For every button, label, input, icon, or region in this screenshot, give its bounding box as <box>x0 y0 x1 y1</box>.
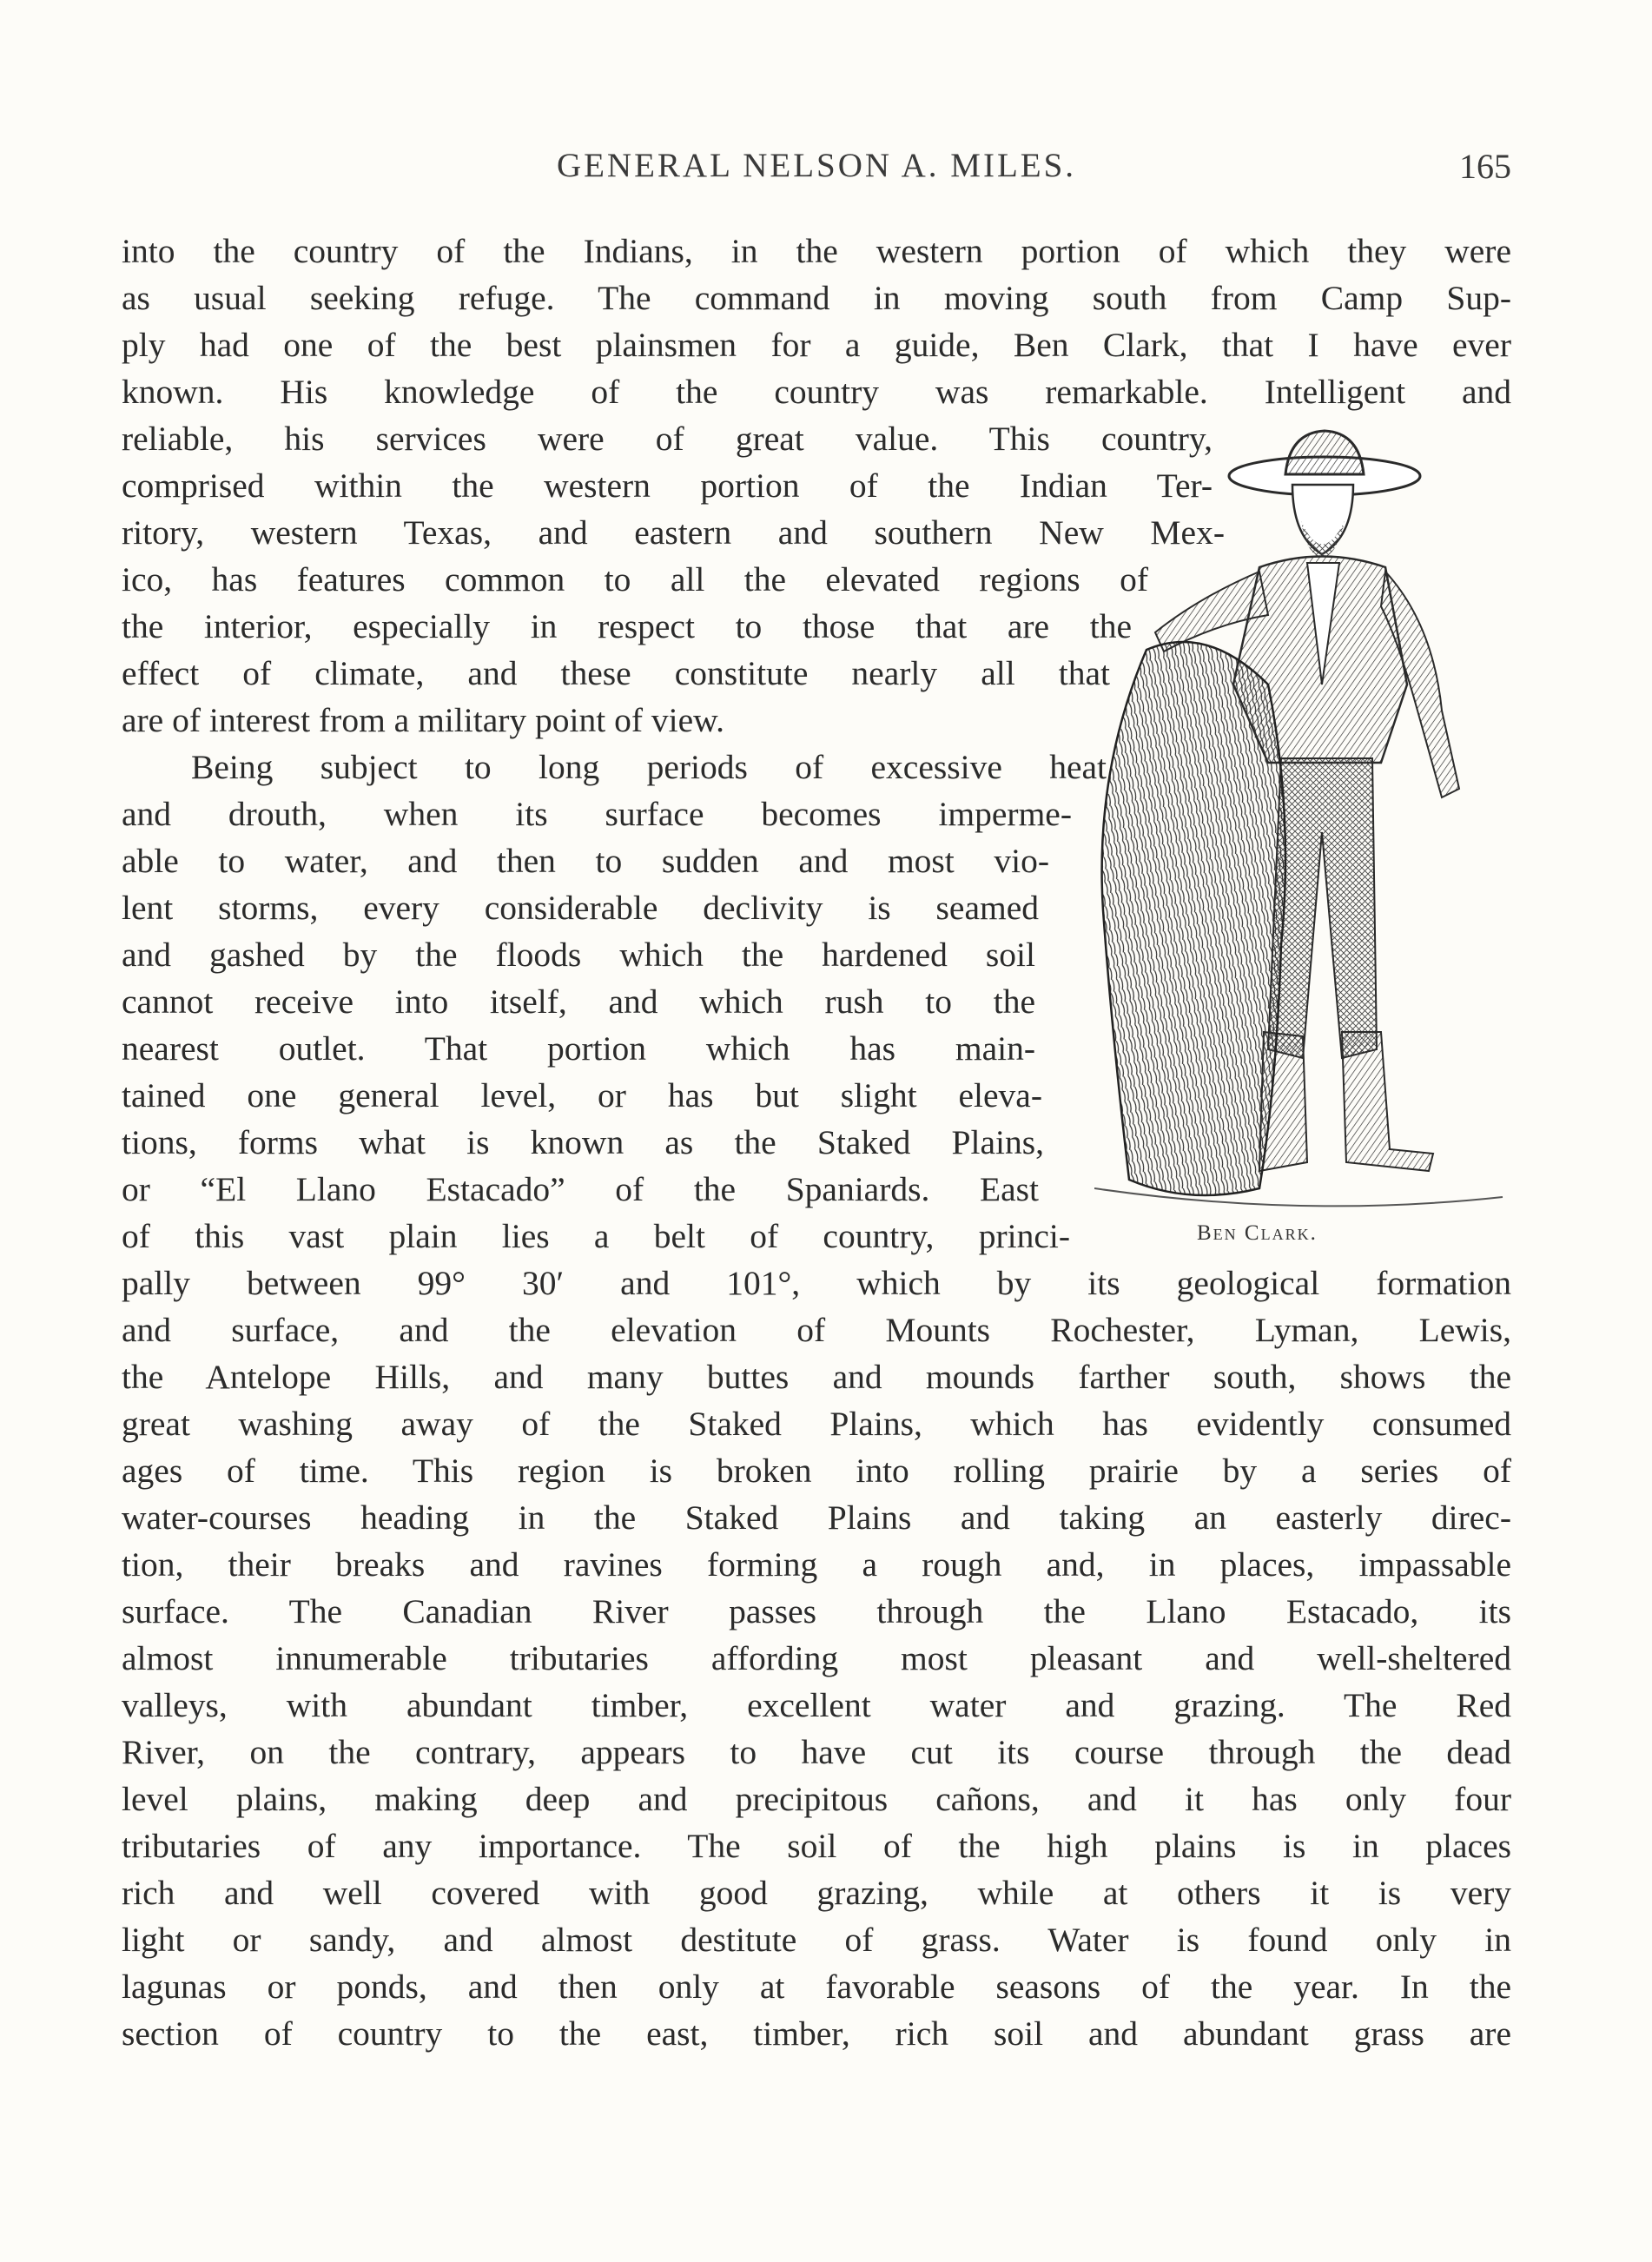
text-line: comprised within the western portion of the Indian Ter- <box>122 466 1213 505</box>
text-line: section of country to the east, timber, rich soil and abundant grass are <box>122 2014 1511 2053</box>
text-line: and gashed by the floods which the hardened soil <box>122 936 1035 974</box>
text-line: River, on the contrary, appears to have cut its course through the dead <box>122 1733 1511 1771</box>
page-header <box>122 146 1511 195</box>
text-line: as usual seeking refuge. The command in moving south from Camp Sup- <box>122 279 1511 317</box>
text-line: nearest outlet. That portion which has main- <box>122 1029 1035 1068</box>
page-number: 165 <box>1459 147 1511 186</box>
text-line: tions, forms what is known as the Staked Plains, <box>122 1123 1044 1161</box>
text-line: effect of climate, and these constitute nearly all that <box>122 654 1110 692</box>
text-line: pally between 99° 30′ and 101°, which by its geological formation <box>122 1264 1511 1302</box>
text-line: and drouth, when its surface becomes imperme- <box>122 795 1072 833</box>
text-line: of this vast plain lies a belt of country, princi- <box>122 1217 1070 1255</box>
running-head: GENERAL NELSON A. MILES. <box>556 147 1077 184</box>
text-line: level plains, making deep and precipitous cañons, and it has only four <box>122 1780 1511 1818</box>
text-line: reliable, his services were of great value. This country, <box>122 420 1213 458</box>
text-line: tributaries of any importance. The soil of the high plains is in places <box>122 1827 1511 1865</box>
text-line: or “El Llano Estacado” of the Spaniards. East <box>122 1170 1039 1208</box>
text-line: known. His knowledge of the country was remarkable. Intelligent and <box>122 373 1511 411</box>
text-line: ages of time. This region is broken into rolling prairie by a series of <box>122 1452 1511 1490</box>
ben-clark-illustration <box>1094 424 1511 1240</box>
text-line: rich and well covered with good grazing, while at others it is very <box>122 1874 1511 1912</box>
text-line: almost innumerable tributaries affording most pleasant and well-sheltered <box>122 1639 1511 1677</box>
text-line: lagunas or ponds, and then only at favorable seasons of the year. In the <box>122 1968 1511 2006</box>
text-line: are of interest from a military point of view. <box>122 701 724 739</box>
text-line: water-courses heading in the Staked Plains and taking an easterly direc- <box>122 1498 1511 1537</box>
text-line: and surface, and the elevation of Mounts Rochester, Lyman, Lewis, <box>122 1311 1511 1349</box>
figure-caption: Ben Clark. <box>1197 1221 1318 1245</box>
text-line: able to water, and then to sudden and most vio- <box>122 842 1049 880</box>
text-line: Being subject to long periods of excessive heat <box>191 748 1107 786</box>
text-line: the interior, especially in respect to those that are the <box>122 607 1132 645</box>
text-line: light or sandy, and almost destitute of grass. Water is found only in <box>122 1921 1511 1959</box>
text-line: the Antelope Hills, and many buttes and mounds farther south, shows the <box>122 1358 1511 1396</box>
text-line: lent storms, every considerable declivity is seamed <box>122 889 1039 927</box>
text-line: ritory, western Texas, and eastern and southern New Mex- <box>122 513 1225 552</box>
text-line: tained one general level, or has but slight eleva- <box>122 1076 1042 1114</box>
text-line: tion, their breaks and ravines forming a rough and, in places, impassable <box>122 1545 1511 1584</box>
text-line: ply had one of the best plainsmen for a guide, Ben Clark, that I have ever <box>122 326 1511 364</box>
text-line: into the country of the Indians, in the western portion of which they were <box>122 232 1511 270</box>
text-line: great washing away of the Staked Plains, which has evidently consumed <box>122 1405 1511 1443</box>
text-line: ico, has features common to all the elevated regions of <box>122 560 1148 599</box>
text-line: valleys, with abundant timber, excellent water and grazing. The Red <box>122 1686 1511 1724</box>
text-line: surface. The Canadian River passes through the Llano Estacado, its <box>122 1592 1511 1630</box>
text-line: cannot receive into itself, and which rush to the <box>122 982 1035 1021</box>
